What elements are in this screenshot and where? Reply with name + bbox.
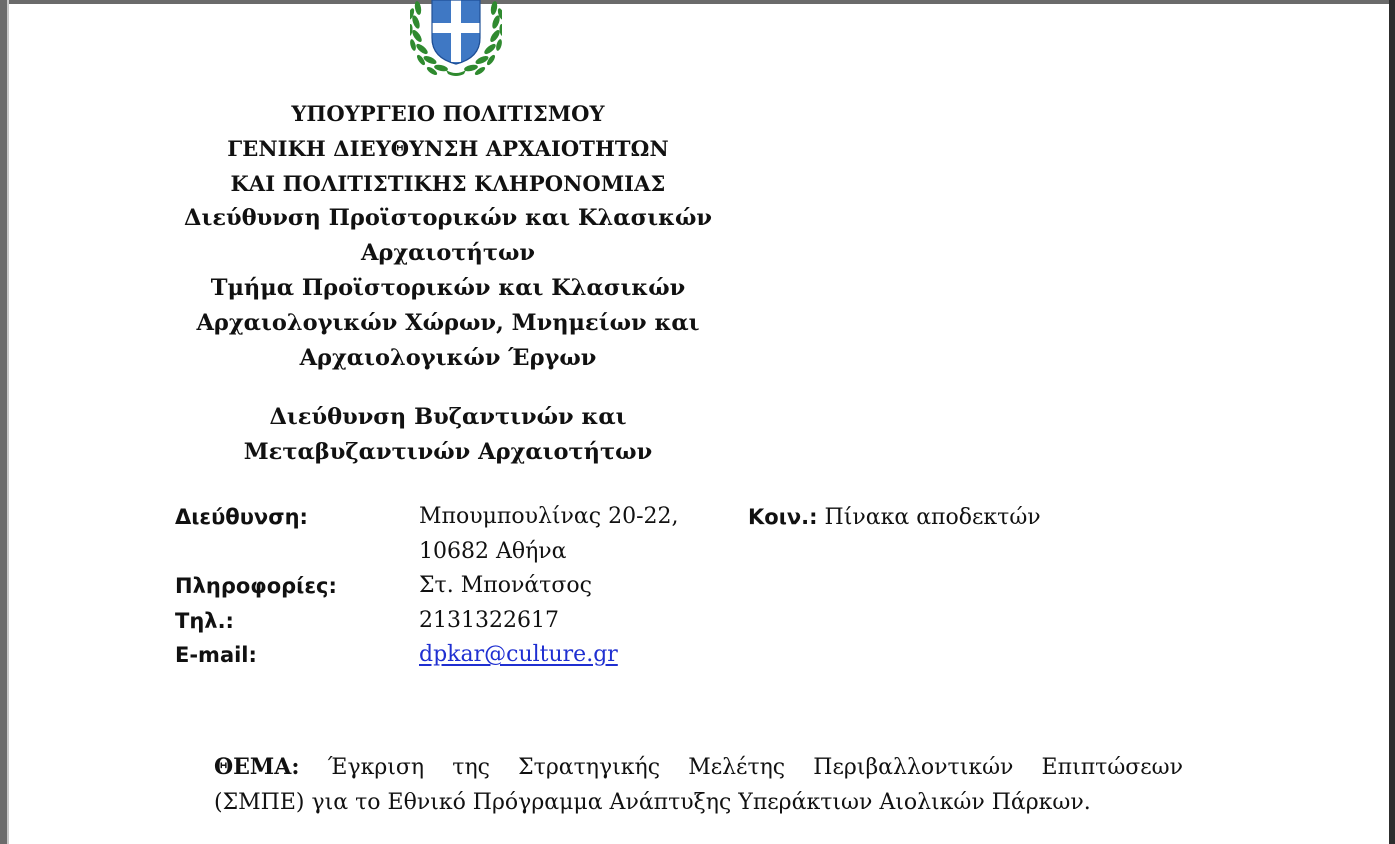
email-label: E-mail: — [175, 643, 257, 667]
general-directorate-line-2: ΚΑΙ ΠΟΛΙΤΙΣΤΙΚΗΣ ΚΛΗΡΟΝΟΜΙΑΣ — [230, 170, 666, 196]
greek-state-emblem-icon — [410, 0, 502, 78]
subject-paragraph — [214, 750, 1183, 820]
department-line-1: Τμήμα Προϊστορικών και Κλασικών — [210, 274, 686, 301]
address-value-line-2: 10682 Αθήνα — [419, 538, 567, 564]
cc-label: Κοιν.: — [748, 505, 818, 529]
second-directorate-line-1: Διεύθυνση Βυζαντινών και — [269, 404, 627, 430]
address-value-line-1: Μπουμπουλίνας 20-22, — [419, 504, 679, 529]
phone-row — [175, 604, 1175, 639]
subject-label: ΘΕΜΑ: — [214, 754, 300, 780]
directorate-line-1: Διεύθυνση Προϊστορικών και Κλασικών — [184, 205, 712, 232]
second-directorate — [180, 400, 716, 470]
info-value: Στ. Μπονάτσος — [419, 573, 592, 598]
phone-label: Τηλ.: — [175, 608, 234, 633]
subject-line-1 — [214, 750, 1183, 786]
email-row — [175, 638, 1175, 673]
window-top-border — [0, 0, 1395, 4]
second-directorate-line-2: Μεταβυζαντινών Αρχαιοτήτων — [243, 438, 653, 465]
email-link[interactable]: dpkar@culture.gr — [419, 642, 618, 667]
department-line-3: Αρχαιολογικών Έργων — [299, 344, 597, 371]
address-row — [175, 500, 1175, 535]
directorate-line-2: Αρχαιοτήτων — [360, 240, 536, 267]
cc-field — [748, 500, 1041, 536]
phone-value: 2131322617 — [419, 607, 559, 633]
address-label: Διεύθυνση: — [175, 505, 308, 529]
contact-details — [175, 500, 1175, 673]
subject-text-line-2: (ΣΜΠΕ) για το Εθνικό Πρόγραμμα Ανάπτυξης Υπεράκτιων Αιολικών Πάρκων. — [214, 789, 1091, 815]
cc-value: Πίνακα αποδεκτών — [817, 505, 1041, 530]
info-row — [175, 569, 1175, 604]
window-right-border — [1389, 0, 1395, 844]
ministry-name: ΥΠΟΥΡΓΕΙΟ ΠΟΛΙΤΙΣΜΟΥ — [291, 101, 605, 126]
letterhead — [180, 97, 716, 375]
info-label: Πληροφορίες: — [175, 574, 337, 598]
window-left-border — [0, 0, 7, 844]
subject-text-line-1: Έγκριση της Στρατηγικής Μελέτης Περιβαλλοντικών Επιπτώσεων — [327, 755, 1183, 780]
general-directorate-line-1: ΓΕΝΙΚΗ ΔΙΕΥΘΥΝΣΗ ΑΡΧΑΙΟΤΗΤΩΝ — [227, 135, 669, 161]
address-row-2 — [175, 535, 1175, 570]
department-line-2: Αρχαιολογικών Χώρων, Μνημείων και — [196, 309, 700, 336]
